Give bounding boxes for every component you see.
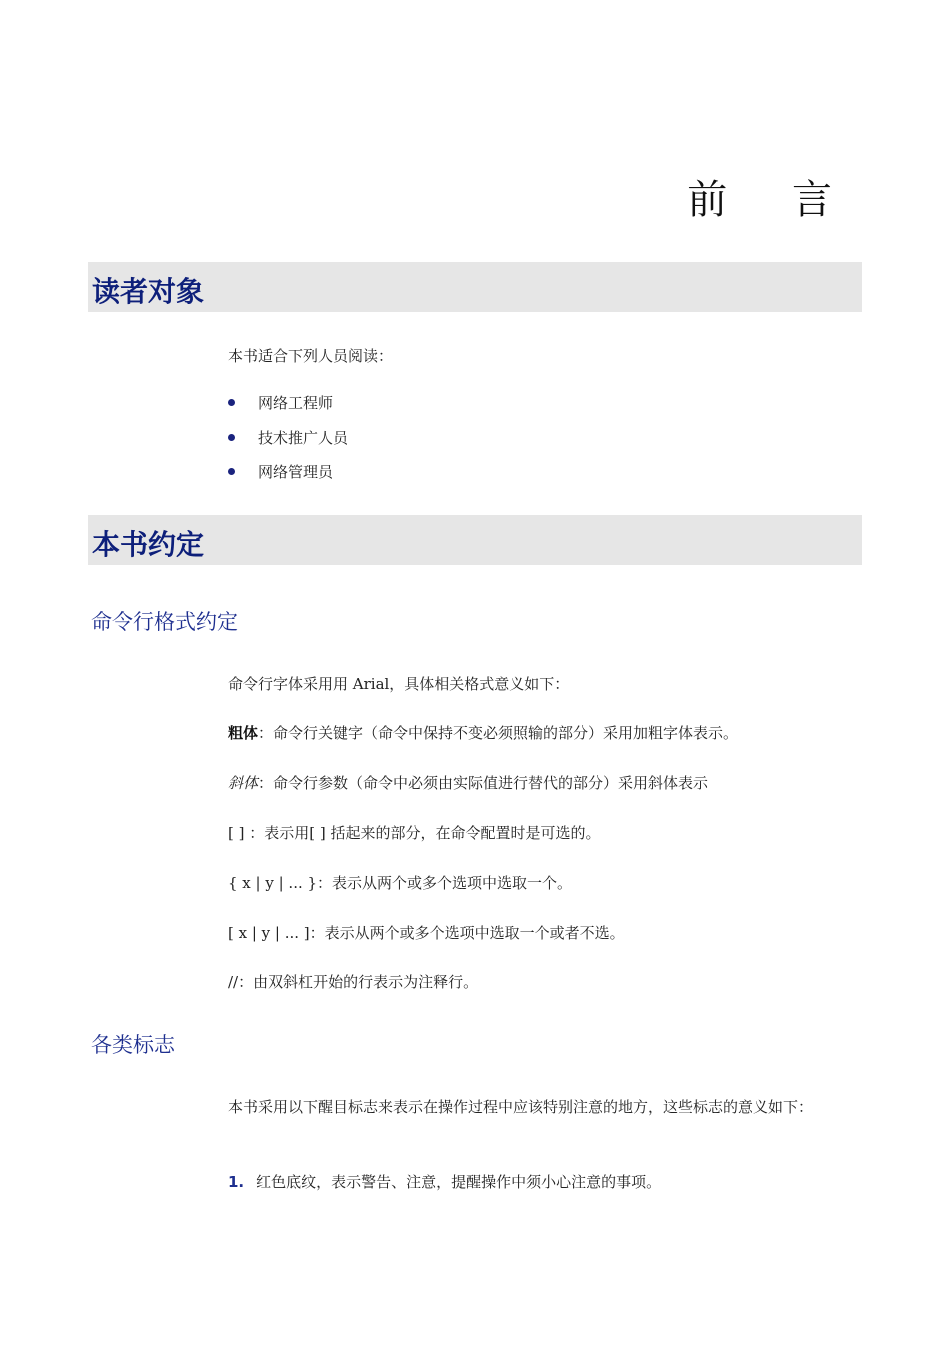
signs-item-1: 1. 红色底纹，表示警告、注意，提醒操作中须小心注意的事项。 <box>228 1173 662 1191</box>
audience-intro: 本书适合下列人员阅读： <box>228 347 394 365</box>
cli-comment-rule: //：由双斜杠开始的行表示为注释行。 <box>228 973 479 991</box>
signs-intro: 本书采用以下醒目标志来表示在操作过程中应该特别注意的地方，这些标志的意义如下： <box>228 1098 814 1116</box>
section-heading-text: 读者对象 <box>92 275 205 308</box>
cli-intro: 命令行字体采用用 Arial，具体相关格式意义如下： <box>228 675 570 693</box>
list-item: 技术推广人员 <box>228 427 348 448</box>
cli-italic-rule: 斜体：命令行参数（命令中必须由实际值进行替代的部分）采用斜体表示 <box>228 774 709 792</box>
cli-bold-rule: 粗体：命令行关键字（命令中保持不变必须照输的部分）采用加粗字体表示。 <box>228 724 739 742</box>
subheading-cli-format: 命令行格式约定 <box>91 610 238 634</box>
italic-term: 斜体 <box>228 774 259 792</box>
bullet-icon <box>228 468 235 475</box>
bullet-icon <box>228 399 235 406</box>
cli-square-choice-rule: [ x | y | ... ]：表示从两个或多个选项中选取一个或者不选。 <box>228 924 625 942</box>
cli-brackets-rule: [ ] ：表示用[ ] 括起来的部分，在命令配置时是可选的。 <box>228 824 601 842</box>
cli-braces-rule: { x | y | ... }：表示从两个或多个选项中选取一个。 <box>228 874 573 892</box>
bold-term: 粗体 <box>228 724 259 742</box>
list-item: 网络管理员 <box>228 461 333 482</box>
page-title: 前 言 <box>687 177 858 223</box>
item-number: 1. <box>228 1173 245 1191</box>
section-heading-conventions <box>88 515 862 565</box>
subheading-signs: 各类标志 <box>91 1033 175 1057</box>
section-heading-audience <box>88 262 862 312</box>
list-item: 网络工程师 <box>228 392 333 413</box>
section-heading-text: 本书约定 <box>92 528 205 561</box>
bullet-icon <box>228 434 235 441</box>
